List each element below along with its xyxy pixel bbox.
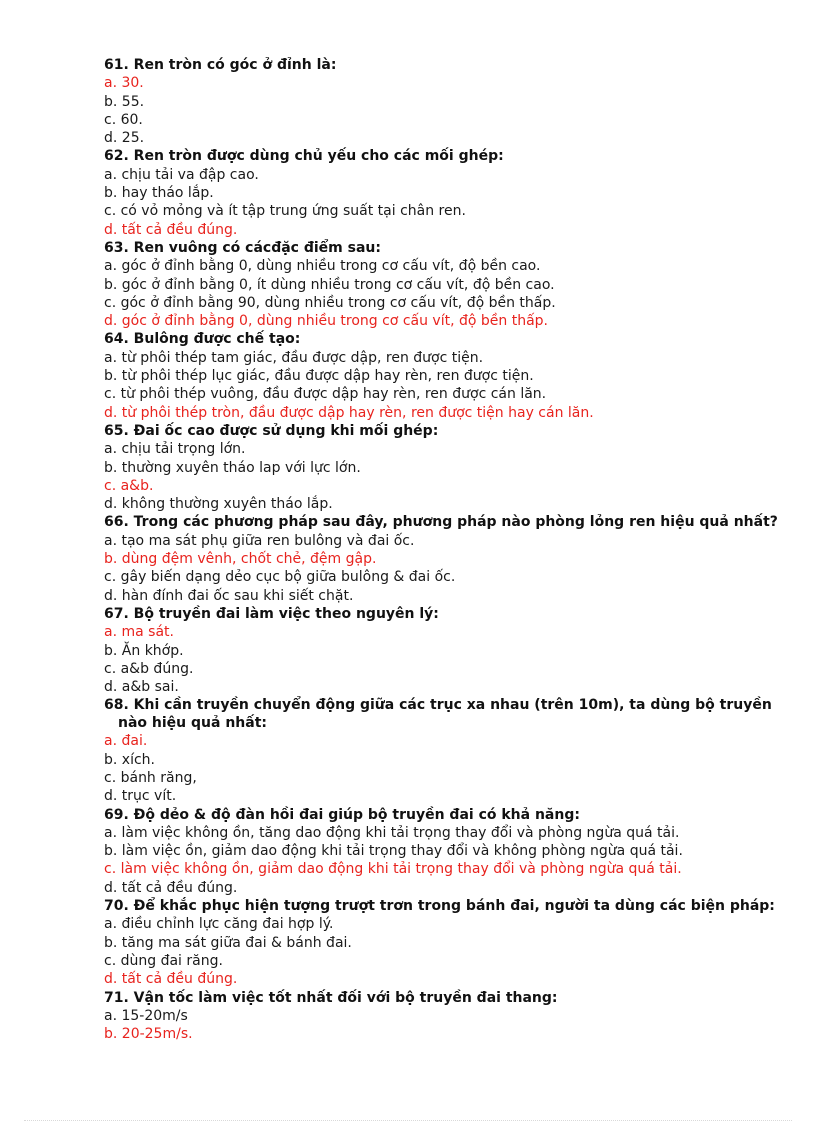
answer-option: b. 55.: [104, 93, 145, 110]
answer-option: a. 15-20m/s: [104, 1007, 188, 1024]
question-title: 69. Độ dẻo & độ đàn hồi đai giúp bộ truyền đai có khả năng:: [104, 806, 580, 823]
question-block: [104, 147, 794, 238]
question-title: 61. Ren tròn có góc ở đỉnh là:: [104, 57, 337, 73]
question-title: 63. Ren vuông có cácđặc điểm sau:: [104, 239, 381, 256]
question-block: [104, 806, 794, 897]
answer-option-correct: a. 30.: [104, 75, 144, 92]
answer-option: d. tất cả đều đúng.: [104, 879, 238, 896]
answer-option: c. có vỏ mỏng và ít tập trung ứng suất tại chân ren.: [104, 203, 466, 220]
answer-option: c. từ phôi thép vuông, đầu được dập hay rèn, ren được cán lăn.: [104, 386, 547, 403]
answer-option: a. chịu tải va đập cao.: [104, 166, 259, 183]
answer-option: b. hay tháo lắp.: [104, 185, 214, 202]
question-block: [104, 605, 794, 696]
answer-option: b. từ phôi thép lục giác, đầu được dập hay rèn, ren được tiện.: [104, 368, 534, 385]
answer-option-correct: a. đai.: [104, 733, 148, 750]
answer-option: b. xích.: [104, 751, 155, 768]
answer-option: a. chịu tải trọng lớn.: [104, 441, 246, 458]
question-block: [104, 56, 794, 147]
answer-option: d. 25.: [104, 130, 145, 147]
answer-option: c. 60.: [104, 111, 143, 128]
answer-option: d. hàn đính đai ốc sau khi siết chặt.: [104, 587, 354, 604]
answer-option-correct: d. tất cả đều đúng.: [104, 221, 238, 238]
answer-option: a. tạo ma sát phụ giữa ren bulông và đai ốc.: [104, 532, 415, 549]
answer-option: c. gây biến dạng dẻo cục bộ giữa bulông & đai ốc.: [104, 569, 456, 586]
answer-option-correct: c. làm việc không ồn, giảm dao động khi tải trọng thay đổi và phòng ngừa quá tải.: [104, 861, 682, 878]
question-block: [104, 513, 794, 604]
question-block: [104, 239, 794, 330]
question-title: 71. Vận tốc làm việc tốt nhất đối với bộ truyền đai thang:: [104, 989, 558, 1006]
answer-option: d. không thường xuyên tháo lắp.: [104, 496, 333, 513]
question-title: 70. Để khắc phục hiện tượng trượt trơn trong bánh đai, người ta dùng các biện pháp:: [104, 898, 775, 915]
answer-option: a. từ phôi thép tam giác, đầu được dập, ren được tiện.: [104, 349, 484, 366]
answer-option-correct: d. từ phôi thép tròn, đầu được dập hay rèn, ren được tiện hay cán lăn.: [104, 404, 594, 421]
question-block: [104, 422, 794, 513]
question-title: 68. Khi cần truyền chuyển động giữa các trục xa nhau (trên 10m), ta dùng bộ truyền nào hiệu quả nhất:: [104, 697, 772, 732]
answer-option-correct: c. a&b.: [104, 477, 154, 494]
question-title: 65. Đai ốc cao được sử dụng khi mối ghép:: [104, 422, 439, 439]
answer-option: b. góc ở đỉnh bằng 0, ít dùng nhiều trong cơ cấu vít, độ bền cao.: [104, 276, 555, 293]
answer-option: b. thường xuyên tháo lap với lực lớn.: [104, 459, 361, 476]
answer-option: a. điều chỉnh lực căng đai hợp lý.: [104, 916, 334, 933]
answer-option-correct: d. góc ở đỉnh bằng 0, dùng nhiều trong cơ cấu vít, độ bền thấp.: [104, 313, 548, 330]
question-block: [104, 330, 794, 421]
question-title: 64. Bulông được chế tạo:: [104, 331, 301, 348]
answer-option: b. làm việc ồn, giảm dao động khi tải trọng thay đổi và không phòng ngừa quá tải.: [104, 843, 683, 860]
answer-option: c. dùng đai răng.: [104, 952, 223, 969]
answer-option-correct: a. ma sát.: [104, 624, 174, 641]
answer-option-correct: b. dùng đệm vênh, chốt chẻ, đệm gập.: [104, 551, 377, 568]
question-block: [104, 696, 794, 805]
answer-option: a. làm việc không ồn, tăng dao động khi tải trọng thay đổi và phòng ngừa quá tải.: [104, 824, 680, 841]
answer-option: d. trục vít.: [104, 788, 177, 805]
answer-option-correct: d. tất cả đều đúng.: [104, 971, 238, 988]
answer-option: d. a&b sai.: [104, 679, 179, 696]
question-block: [104, 989, 794, 1044]
question-title: 66. Trong các phương pháp sau đây, phương pháp nào phòng lỏng ren hiệu quả nhất?: [104, 514, 778, 531]
answer-option: b. Ăn khớp.: [104, 642, 184, 659]
answer-option: c. góc ở đỉnh bằng 90, dùng nhiều trong cơ cấu vít, độ bền thấp.: [104, 294, 556, 311]
answer-option: c. a&b đúng.: [104, 660, 194, 677]
quiz-document: [104, 56, 794, 1043]
answer-option-correct: b. 20-25m/s.: [104, 1026, 193, 1043]
answer-option: b. tăng ma sát giữa đai & bánh đai.: [104, 934, 352, 951]
question-block: [104, 897, 794, 988]
answer-option: a. góc ở đỉnh bằng 0, dùng nhiều trong cơ cấu vít, độ bền cao.: [104, 258, 541, 275]
answer-option: c. bánh răng,: [104, 769, 197, 786]
page-bottom-divider: [24, 1120, 792, 1121]
question-title: 67. Bộ truyền đai làm việc theo nguyên lý:: [104, 605, 439, 622]
question-title: 62. Ren tròn được dùng chủ yếu cho các mối ghép:: [104, 148, 504, 165]
